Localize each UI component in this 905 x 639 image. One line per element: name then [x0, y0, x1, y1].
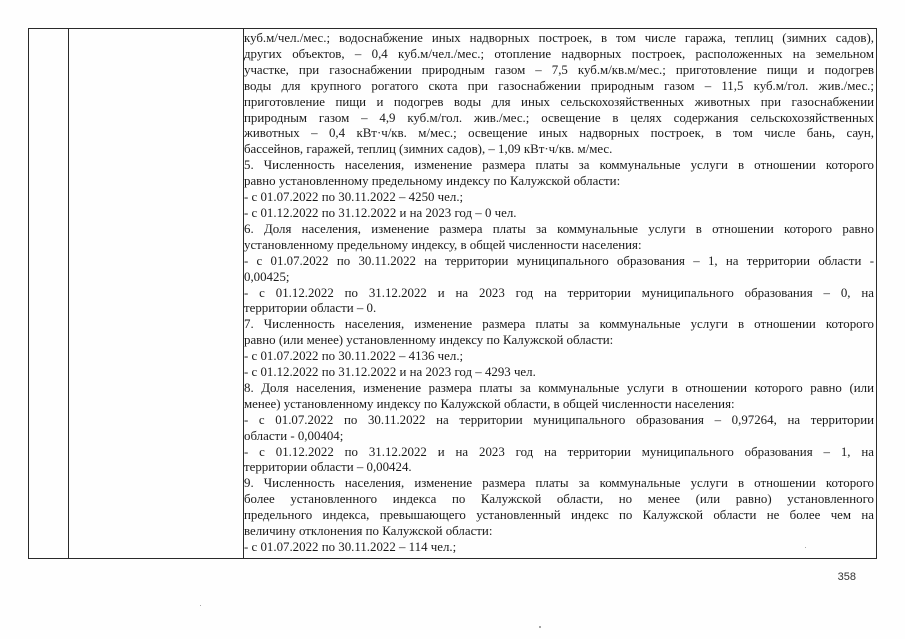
- text-line: 8. Доля населения, изменение размера платы за коммунальные услуги в отношении которого равно (или: [244, 380, 874, 395]
- text-line: - с 01.12.2022 по 31.12.2022 и на 2023 год на территории муниципального образования – 0, на: [244, 285, 874, 300]
- text-line: воды для крупного рогатого скота при газоснабжении природным газом – 11,5 куб.м/гол. жив./мес.;: [244, 78, 874, 93]
- text-line: 7. Численность населения, изменение размера платы за коммунальные услуги в отношении которого: [244, 317, 874, 332]
- text-line: 5. Численность населения, изменение размера платы за коммунальные услуги в отношении которого: [244, 158, 874, 173]
- text-line: - с 01.07.2022 по 30.11.2022 – 4136 чел.;: [244, 349, 464, 364]
- text-line: бассейнов, гаражей, теплиц (зимних садов), – 1,09 кВт·ч/кв. м/мес.: [244, 142, 613, 157]
- text-line: установленному предельному индексу, в общей численности населения:: [244, 237, 642, 252]
- table-cell-text: [244, 31, 874, 556]
- text-line: других объектов, – 0,4 куб.м/чел./мес.; отопление надворных построек, расположенных на земельном: [244, 46, 874, 61]
- text-line: животных – 0,4 кВт·ч/кв. м/мес.; освещение иных надворных построек, в том числе бань, саун,: [244, 126, 874, 141]
- text-line: - с 01.07.2022 по 30.11.2022 на территории муниципального образования – 1, на территории области -: [244, 253, 874, 268]
- text-line: менее) установленному индексу по Калужской области, в общей численности населения:: [244, 396, 735, 411]
- text-line: участке, при газоснабжении природным газом – 7,5 куб.м/кв.м/мес.; приготовление пищи и подогрев: [244, 62, 874, 77]
- text-line: - с 01.07.2022 по 30.11.2022 – 4250 чел.;: [244, 190, 464, 205]
- text-line: 0,00425;: [244, 269, 290, 284]
- text-line: - с 01.07.2022 по 30.11.2022 – 114 чел.;: [244, 540, 457, 554]
- page-number: 358: [837, 571, 856, 583]
- scan-speck: [805, 547, 806, 548]
- text-line: более установленного индекса по Калужской области, но менее (или равно) установленного: [244, 492, 874, 507]
- column-divider-1: [68, 29, 69, 558]
- text-line: природным газом – 4,9 куб.м/гол. жив./мес.; освещение в целях содержания сельскохозяйственных: [244, 110, 874, 125]
- text-line: - с 01.12.2022 по 31.12.2022 и на 2023 год на территории муниципального образования – 1, на: [244, 444, 874, 459]
- text-line: равно установленному предельному индексу по Калужской области:: [244, 174, 621, 189]
- text-line: куб.м/чел./мес.; водоснабжение иных надворных построек, в том числе гаража, теплиц (зимних садов),: [244, 31, 874, 45]
- text-line: - с 01.12.2022 по 31.12.2022 и на 2023 год – 4293 чел.: [244, 365, 536, 380]
- text-line: - с 01.07.2022 по 30.11.2022 на территории муниципального образования – 0,97264, на территории: [244, 412, 874, 427]
- text-line: приготовление пищи и подогрев воды для иных сельскохозяйственных животных при газоснабжении: [244, 94, 874, 109]
- text-line: 9. Численность населения, изменение размера платы за коммунальные услуги в отношении которого: [244, 476, 874, 491]
- scan-speck: [539, 626, 541, 628]
- text-line: величину отклонения по Калужской области:: [244, 524, 493, 539]
- scan-speck: [200, 605, 201, 606]
- text-line: территории области – 0.: [244, 301, 377, 316]
- text-line: предельного индекса, превышающего установленный индекс по Калужской области не более чем на: [244, 508, 874, 523]
- text-line: области - 0,00404;: [244, 428, 344, 443]
- text-line: - с 01.12.2022 по 31.12.2022 и на 2023 год – 0 чел.: [244, 205, 517, 220]
- text-line: территории области – 0,00424.: [244, 460, 412, 475]
- text-line: 6. Доля населения, изменение размера платы за коммунальные услуги в отношении которого равно: [244, 221, 874, 236]
- text-line: равно (или менее) установленному индексу по Калужской области:: [244, 333, 614, 348]
